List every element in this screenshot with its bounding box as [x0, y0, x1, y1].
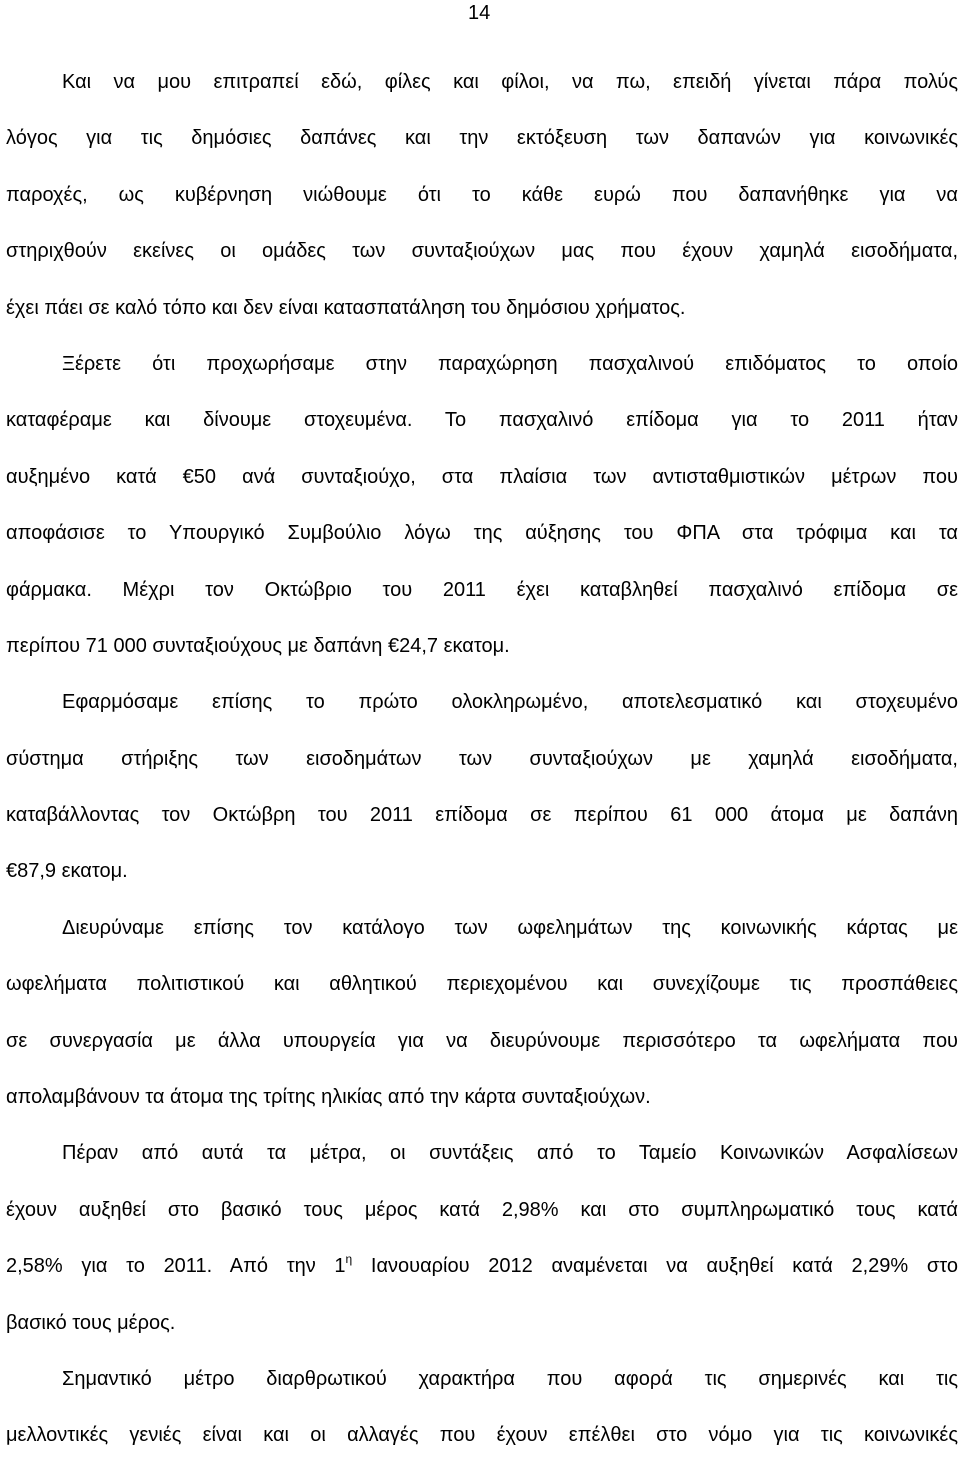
paragraph-3-line-3: καταβάλλοντας τον Οκτώβρη του 2011 επίδομα σε περίπου 61 000 άτομα με δαπάνη — [6, 804, 958, 827]
paragraph-3-line-4: €87,9 εκατομ. — [6, 860, 128, 883]
line-text-part-2: Ιανουαρίου 2012 αναμένεται να αυξηθεί κατά 2,29% στο — [352, 1255, 958, 1278]
paragraph-1-line-1: Και να μου επιτραπεί εδώ, φίλες και φίλοι, να πω, επειδή γίνεται πάρα πολύς — [62, 71, 958, 93]
document-body — [6, 54, 958, 1464]
paragraph-3-line-1: Εφαρμόσαμε επίσης το πρώτο ολοκληρωμένο, αποτελεσματικό και στοχευμένο — [62, 691, 958, 714]
paragraph-6-line-1: Σημαντικό μέτρο διαρθρωτικού χαρακτήρα που αφορά τις σημερινές και τις — [62, 1367, 958, 1390]
paragraph-4-line-3: σε συνεργασία με άλλα υπουργεία για να διευρύνουμε περισσότερο τα ωφελήματα που — [6, 1029, 958, 1052]
line-text-part-1: 2,58% για το 2011. Από την 1 — [6, 1255, 346, 1278]
paragraph-1-line-3: παροχές, ως κυβέρνηση νιώθουμε ότι το κάθε ευρώ που δαπανήθηκε για να — [6, 183, 958, 206]
page-number: 14 — [468, 2, 491, 24]
paragraph-2-line-1: Ξέρετε ότι προχωρήσαμε στην παραχώρηση πασχαλινού επιδόματος το οποίο — [62, 352, 958, 375]
paragraph-2-line-2: καταφέραμε και δίνουμε στοχευμένα. Το πασχαλινό επίδομα για το 2011 ήταν — [6, 409, 958, 432]
paragraph-2-line-5: φάρμακα. Μέχρι τον Οκτώβριο του 2011 έχει καταβληθεί πασχαλινό επίδομα σε — [6, 578, 958, 601]
paragraph-4-line-1: Διευρύναμε επίσης τον κατάλογο των ωφελημάτων της κοινωνικής κάρτας με — [62, 916, 958, 939]
paragraph-5-line-4: βασικό τους μέρος. — [6, 1311, 176, 1334]
paragraph-1-line-2: λόγος για τις δημόσιες δαπάνες και την εκτόξευση των δαπανών για κοινωνικές — [6, 127, 958, 150]
paragraph-2-line-6: περίπου 71 000 συνταξιούχους με δαπάνη €24,7 εκατομ. — [6, 634, 510, 657]
paragraph-2-line-4: αποφάσισε το Υπουργικό Συμβούλιο λόγω της αύξησης του ΦΠΑ στα τρόφιμα και τα — [6, 522, 958, 545]
paragraph-3-line-2: σύστημα στήριξης των εισοδημάτων των συνταξιούχων με χαμηλά εισοδήματα, — [6, 747, 958, 770]
paragraph-1-line-4: στηριχθούν εκείνες οι ομάδες των συνταξιούχων μας που έχουν χαμηλά εισοδήματα, — [6, 240, 958, 263]
paragraph-4-line-4: απολαμβάνουν τα άτομα της τρίτης ηλικίας από την κάρτα συνταξιούχων. — [6, 1086, 651, 1109]
paragraph-5-line-1: Πέραν από αυτά τα μέτρα, οι συντάξεις από το Ταμείο Κοινωνικών Ασφαλίσεων — [62, 1142, 958, 1165]
ordinal-superscript: η — [345, 1252, 353, 1267]
paragraph-1-line-5: έχει πάει σε καλό τόπο και δεν είναι κατασπατάληση του δημόσιου χρήματος. — [6, 296, 686, 319]
paragraph-5-line-2: έχουν αυξηθεί στο βασικό τους μέρος κατά 2,98% και στο συμπληρωματικό τους κατά — [6, 1198, 958, 1221]
paragraph-4-line-2: ωφελήματα πολιτιστικού και αθλητικού περιεχομένου και συνεχίζουμε τις προσπάθειες — [6, 973, 958, 996]
paragraph-2-line-3: αυξημένο κατά €50 ανά συνταξιούχο, στα πλαίσια των αντισταθμιστικών μέτρων που — [6, 465, 958, 488]
paragraph-6-line-2: μελλοντικές γενιές είναι και οι αλλαγές που έχουν επέλθει στο νόμο για τις κοινωνικές — [6, 1424, 958, 1447]
paragraph-5-line-3 — [6, 1238, 958, 1294]
